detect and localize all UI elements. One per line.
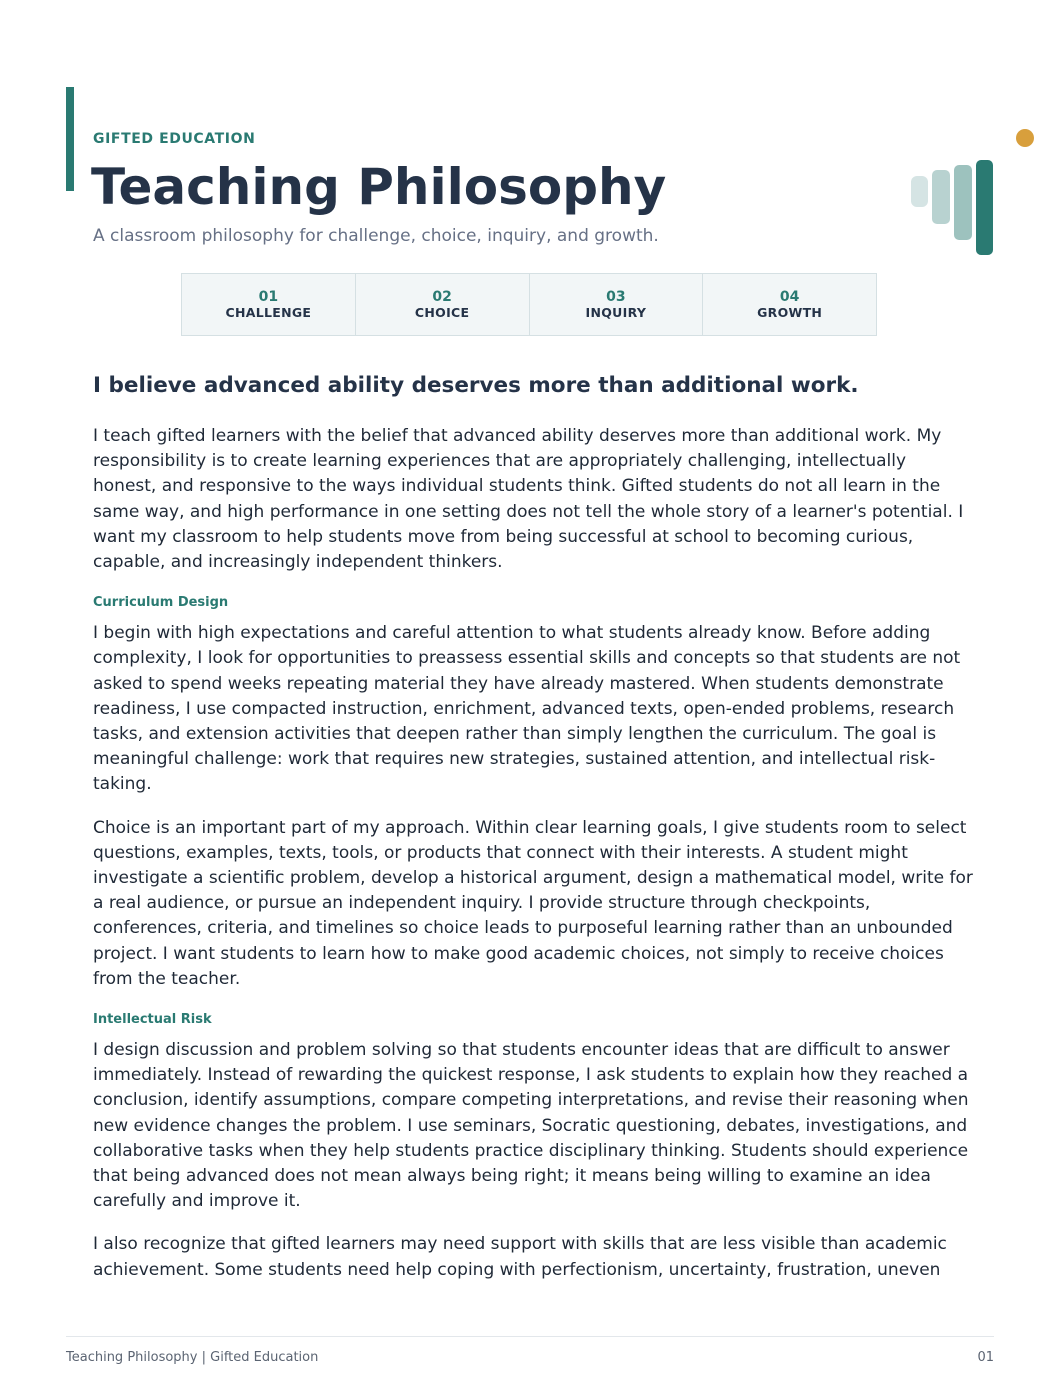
section-heading: I believe advanced ability deserves more than additional work. [93,373,859,398]
pillar-number: 03 [606,288,626,305]
accent-dot [1016,129,1034,147]
pillar-label: CHALLENGE [225,304,312,320]
choice-paragraph: Choice is an important part of my approach. Within clear learning goals, I give students room to select questions, examples, texts, tools, or products that connect with their interests. A student might investigate a scientific problem, develop a historical argument, design a mathematical model, write for a real audience, or pursue an independent inquiry. I provide structure through checkpoints, conferences, criteria, and timelines so choice leads to purposeful learning rather than an unbounded project. I want students to learn how to make good academic choices, not simply to receive choices from the teacher. [93,817,973,989]
footer-title: Teaching Philosophy | Gifted Education [66,1350,319,1365]
bar-4 [976,160,993,255]
intro-paragraph: I teach gifted learners with the belief that advanced ability deserves more than additional work. My responsibility is to create learning experiences that are appropriately challenging, intellectually honest, and responsive to the ways individual students think. Gifted students do not all learn in the same way, and high performance in one setting does not tell the whole story of a learner's potential. I want my classroom to help students move from being successful at school to becoming curious, capable, and increasingly independent thinkers. [93,426,964,573]
pillar-number: 01 [258,288,279,305]
bar-2 [932,170,950,224]
pillar-challenge [182,274,356,335]
main-content [93,370,973,1301]
pillar-choice [356,274,530,335]
pillar-growth [703,274,876,335]
ascending-bars-icon [905,125,1035,265]
page-number: 01 [977,1350,994,1365]
pillar-label: GROWTH [757,304,823,320]
page-subtitle: A classroom philosophy for challenge, choice, inquiry, and growth. [93,226,659,246]
pillars-strip [181,273,877,336]
section-label-intellectual-risk: Intellectual Risk [93,1012,212,1028]
page-title: Teaching Philosophy [91,158,667,216]
pillar-label: CHOICE [414,304,470,320]
bar-1 [911,176,928,207]
footer-divider [66,1336,994,1337]
curriculum-paragraph: I begin with high expectations and careful attention to what students already know. Before adding complexity, I look for opportunities to preassess essential skills and concepts so that students are not asked to spend weeks repeating material they have already mastered. When students demonstrate readiness, I use compacted instruction, enrichment, advanced texts, open-ended problems, research tasks, and extension activities that deepen rather than simply lengthen the curriculum. The goal is meaningful challenge: work that requires new strategies, sustained attention, and intellectual risk-taking. [93,623,961,795]
intellectual-risk-paragraph: I design discussion and problem solving so that students encounter ideas that are difficult to answer immediately. Instead of rewarding the quickest response, I ask students to explain how they reached a conclusion, identify assumptions, compare competing interpretations, and revise their reasoning when new evidence changes the problem. I use seminars, Socratic questioning, debates, investigations, and collaborative tasks when they help students practice disciplinary thinking. Students should experience that being advanced does not mean always being right; it means being willing to examine an idea carefully and improve it. [93,1040,969,1212]
section-label-curriculum-design: Curriculum Design [93,595,229,611]
pillar-inquiry [530,274,704,335]
pillar-label: INQUIRY [585,304,647,320]
pillar-number: 02 [432,288,452,305]
bar-3 [954,165,972,240]
pillar-number: 04 [779,288,800,305]
support-paragraph: I also recognize that gifted learners may need support with skills that are less visible than academic achievement. Some students need help coping with perfectionism, uncertainty, frustration, uneven [93,1234,947,1280]
eyebrow-label: GIFTED EDUCATION [93,131,256,147]
header-accent-bar [66,87,74,191]
